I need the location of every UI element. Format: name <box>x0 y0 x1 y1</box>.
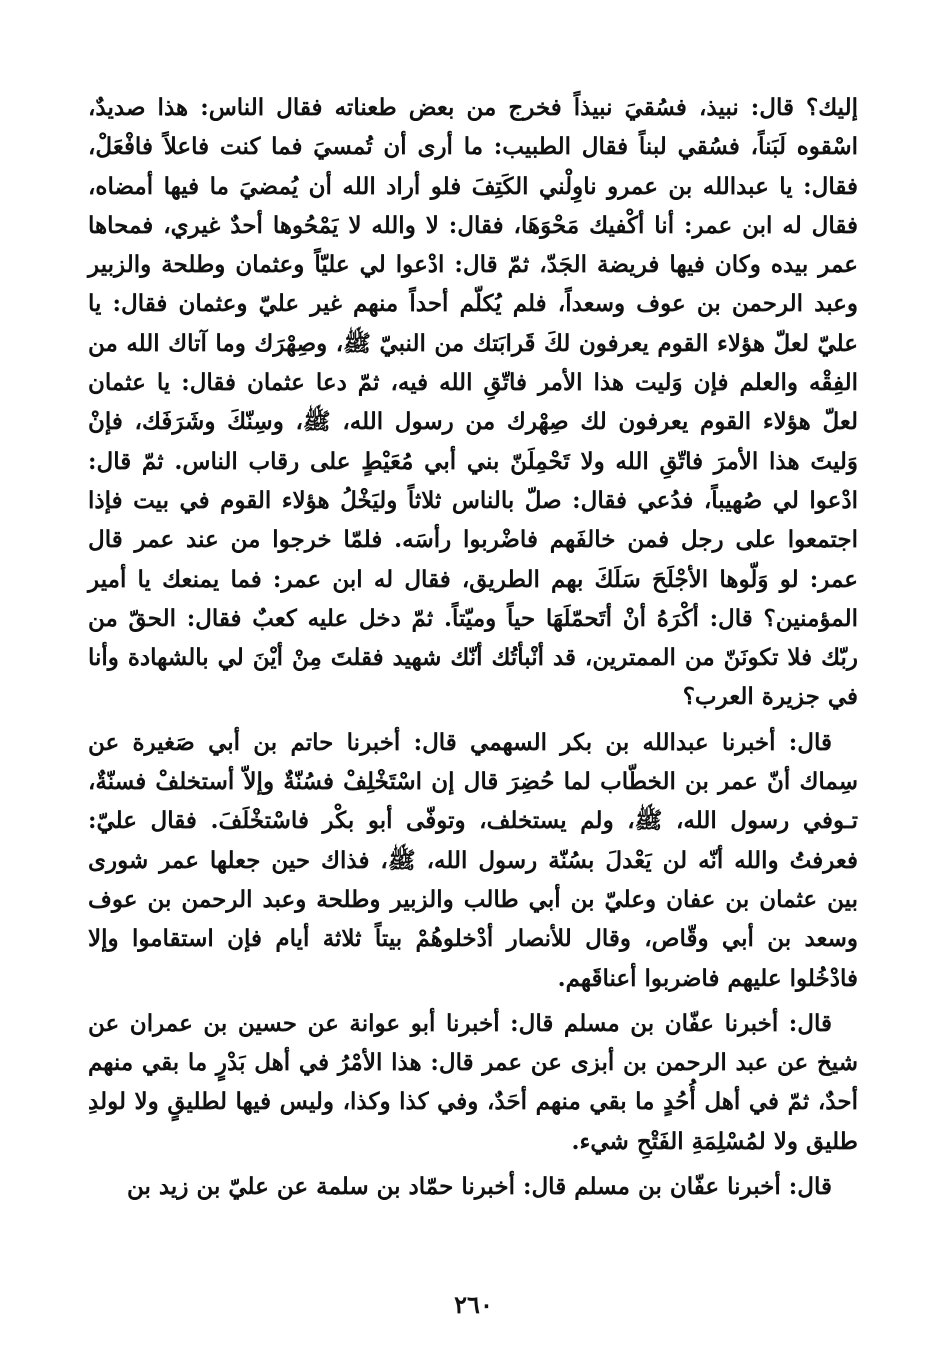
page-body <box>88 88 858 1206</box>
paragraph-3: قال: أخبرنا عفّان بن مسلم قال: أخبرنا أبو عوانة عن حسين بن عمران عن شيخ عن عبد الرحمن بن أبزى عن عمر قال: هذا الأمْرُ في أهل بَدْرٍ ما بقي منهم أحدٌ، ثمّ في أهل أُحُدٍ ما بقي منهم أحَدٌ، وفي كذا وكذا، وليس فيها لطليقٍ ولا لولدِ طليق ولا لمُسْلِمَةِ الفَتْحِ شيء. <box>88 1009 858 1155</box>
paragraph-1: إليك؟ قال: نبيذ، فسُقيَ نبيذاً فخرج من بعض طعناته فقال الناس: هذا صديدٌ، اسْقوه لَبَناً، فسُقي لبناً فقال الطبيب: ما أرى أن تُمسيَ فما كنت فاعلاً فافْعَلْ، فقال: يا عبدالله بن عمرو ناوِلْني الكَتِفَ فلو أراد الله أن يُمضيَ ما فيها أمضاه، فقال له ابن عمر: أنا أكْفيك مَحْوَهَا، فقال: لا والله لا يَمْحُوها أحدٌ غيري، فمحاها عمر بيده وكان فيها فريضة الجَدّ، ثمّ قال: ادْعوا لي عليّاً وعثمان وطلحة والزبير وعبد الرحمن بن عوف وسعداً، فلم يُكلّم أحداً منهم غير عليّ وعثمان فقال: يا عليّ لعلّ هؤلاء القوم يعرفون لكَ قَرابَتك من النبيّ ﷺ، وصِهْرَك وما آتاك الله من الفِقْه والعلم فإن وَليت هذا الأمر فاتّقِ الله فيه، ثمّ دعا عثمان فقال: يا عثمان لعلّ هؤلاء القوم يعرفون لك صِهْرك من رسول الله، ﷺ، وسِنّكَ وشَرَفَك، فإنْ وَليتَ هذا الأمرَ فاتّقِ الله ولا تَحْمِلَنّ بني أبي مُعَيْطٍ على رقاب الناس. ثمّ قال: ادْعوا لي صُهيباً، فدُعي فقال: صلّ بالناس ثلاثاً وليَخْلُ هؤلاء القوم في بيت فإذا اجتمعوا على رجل فمن خالفَهم فاضْربوا رأسَه. فلمّا خرجوا من عند عمر قال عمر: لو وَلّوها الأجْلَحَ سَلَكَ بهم الطريق، فقال له ابن عمر: فما يمنعك يا أمير المؤمنين؟ قال: أكْرَهُ أنْ أتَحمّلَهَا حياً وميّتاً. ثمّ دخل عليه كعبٌ فقال: الحقّ من ربّك فلا تكونَنّ من الممترين، قد أنْبأتُك أنّك شهيد فقلتَ مِنْ أيْنَ لي بالشهادة وأنا في جزيرة العرب؟ <box>88 94 858 711</box>
page-number: ٢٦٠ <box>454 1290 493 1319</box>
paragraph-2: قال: أخبرنا عبدالله بن بكر السهمي قال: أخبرنا حاتم بن أبي صَغيرة عن سِماك أنّ عمر بن الخطّاب لما حُضِرَ قال إن اسْتَخْلِفْ فسُنّةٌ وإلاّ أستخلفْ فسنّةٌ، تـوفي رسول الله، ﷺ، ولم يستخلف، وتوفّى أبو بكْر فاسْتخْلَفَ. فقال عليّ: فعرفتُ والله أنّه لن يَعْدلَ بسُنّة رسول الله، ﷺ، فذاك حين جعلها عمر شورى بين عثمان بن عفان وعليّ بن أبي طالب والزبير وطلحة وعبد الرحمن بن عوف وسعد بن أبي وقّاص، وقال للأنصار أدْخلوهُمْ بيتاً ثلاثة أيام فإن استقاموا وإلا فادْخُلوا عليهم فاضربوا أعناقَهم. <box>88 728 859 992</box>
paragraph-4: قال: أخبرنا عفّان بن مسلم قال: أخبرنا حمّاد بن سلمة عن عليّ بن زيد بن <box>126 1173 832 1201</box>
